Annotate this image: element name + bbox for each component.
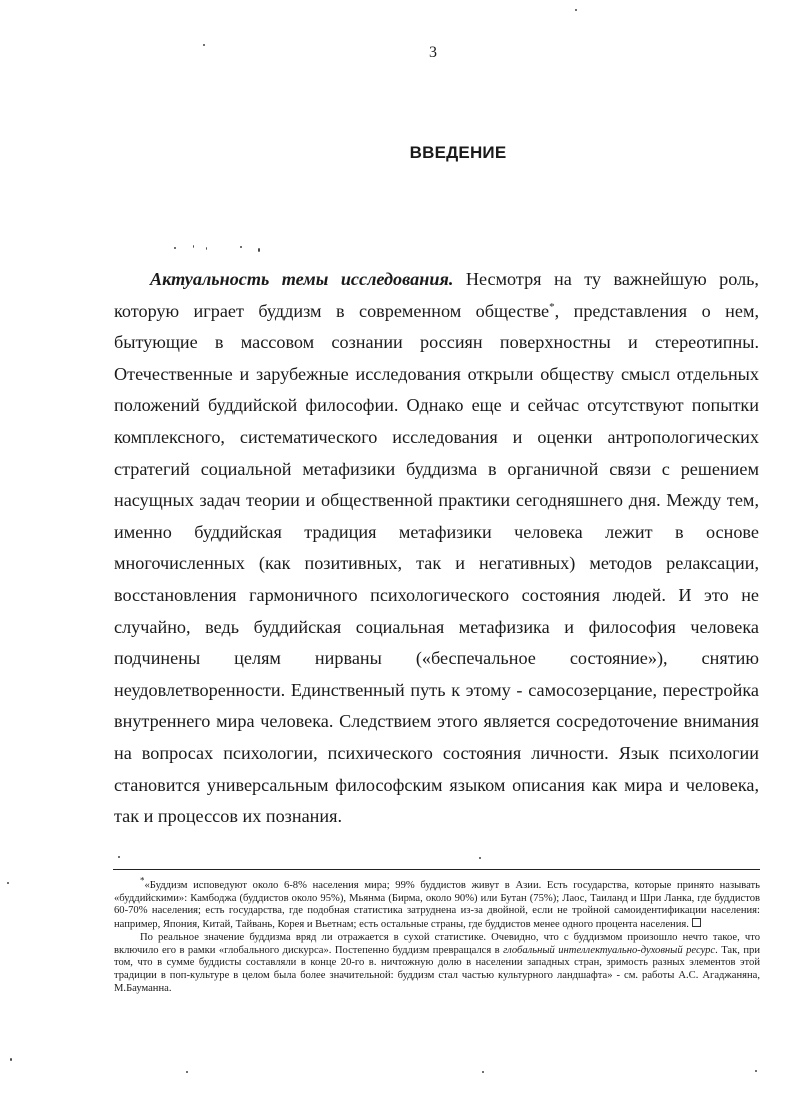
body-paragraph	[114, 264, 759, 833]
footnote-2-italic: глобальный интеллектуально-духовный ресурс	[503, 944, 716, 956]
footnote-separator	[113, 869, 760, 870]
page-number: 3	[429, 44, 437, 61]
body-text-part-2: , представления о нем, бытующие в массовом сознании россиян поверхностны и стереотипны. Отечественные и зарубежные исследования открыли обществу смысл отдельных положений буддийской философии. Однако еще и сейчас отсутствуют попытки комплексного, систематического исследования и оценки антропологических стратегий социальной метафизики буддизма в органичной связи с решением насущных задач теории и общественной практики сегодняшнего дня. Между тем, именно буддийская традиция метафизики человека лежит в основе многочисленных (как позитивных, так и негативных) методов релаксации, восстановления гармоничного психологического состояния людей. И это не случайно, ведь буддийская социальная метафизика и философия человека подчинены целям нирваны («беспечальное состояние»), снятию неудовлетворенности. Единственный путь к этому - самосозерцание, перестройка внутреннего мира человека. Следствием этого является сосредоточение внимания на вопросах психологии, психического состояния личности. Язык психологии становится универсальным философским языком описания как мира и человека, так и процессов их познания.	[114, 300, 759, 827]
lead-phrase: Актуальность темы исследования.	[150, 269, 454, 289]
footnote-marker: *	[140, 875, 145, 886]
footnote-1-text: «Буддизм исповедуют около 6-8% населения мира; 99% буддистов живут в Азии. Есть государства, которые принято называть «буддийскими»: Камбоджа (буддистов около 95%), Мьянма (Бирма, около 90%) или Бутан (75%); Лаос, Таиланд и Шри Ланка, где буддистов 60-70% населения; есть государства, где подобная статистика затруднена из-за двойной, если не тройной самоидентификации населения: например, Япония, Китай, Тайвань, Корея и Вьетнам; есть остальные страны, где буддистов менее одного процента населения.	[114, 880, 760, 931]
footnote-2-text-a: По реальное значение буддизма вряд ли отражается в сухой статистике. Очевидно, что с буддизмом произошло нечто такое, что включило его в рамки «глобального дискурса». Постепенно буддизм превращался в	[114, 931, 760, 956]
footnote-2-text-b: . Так, при том, что в сумме буддисты составляли в конце 20-го в. ничтожную долю в населении западных стран, зримость разных элементов этой традиции в поп-культуре в целом была более значительной: буддизм стал частью культурного ландшафта» - см. работы А.С. Агаджаняна, М.Бауманна.	[114, 944, 760, 994]
footnote-2	[114, 932, 760, 996]
footnote-1	[114, 875, 760, 932]
body-text-part-1: Несмотря на ту важнейшую роль, которую играет буддизм в современном обществе	[114, 269, 759, 321]
box-glyph-icon	[692, 918, 701, 927]
chapter-heading: ВВЕДЕНИЕ	[409, 143, 507, 162]
footnote-reference: *	[549, 300, 555, 313]
footnotes-block	[114, 875, 760, 995]
